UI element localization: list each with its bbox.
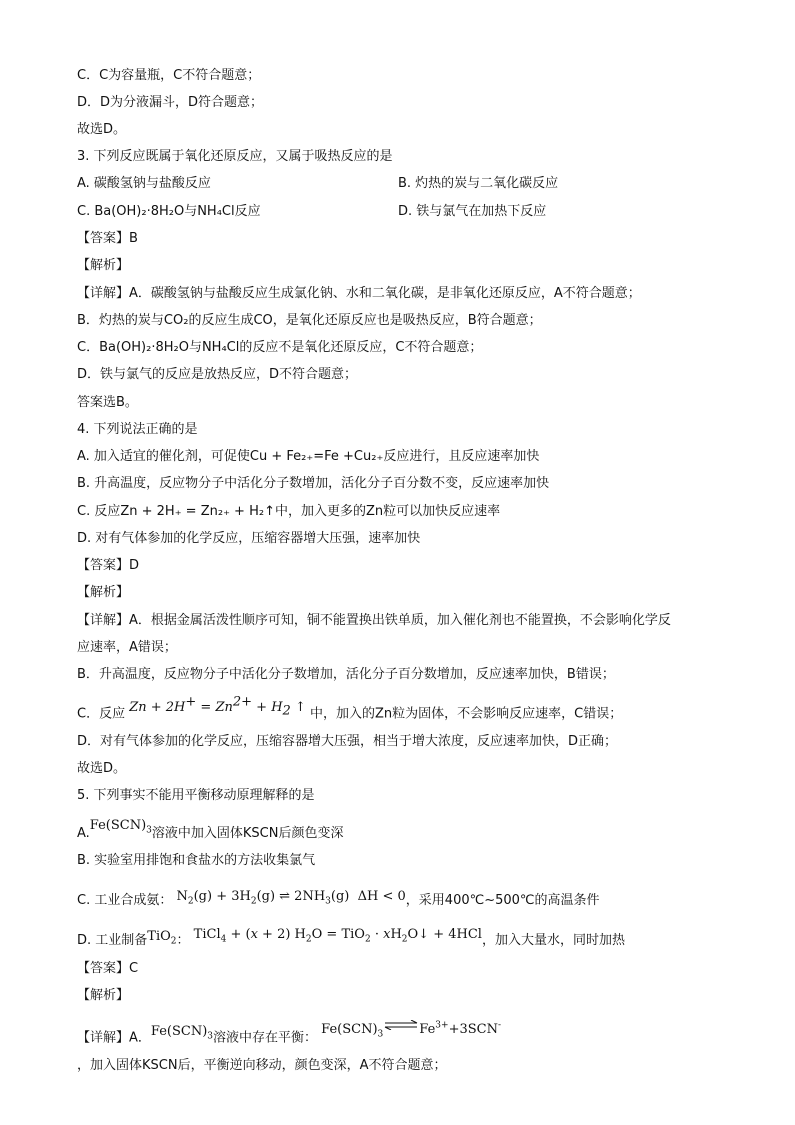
q5-option-d xyxy=(77,927,625,955)
q4-option-a: A. 加入适宜的催化剂，可促使Cu + Fe₂₊=Fe +Cu₂₊反应进行，且反应速率加快 xyxy=(77,449,540,464)
q4-detail-4: D．对有气体参加的化学反应，压缩容器增大压强，相当于增大浓度，反应速率加快，D正确； xyxy=(77,734,618,749)
q4-detail-3-suffix: 中，加入的Zn粒为固体，不会影响反应速率，C错误； xyxy=(310,706,623,722)
q5-option-d-prefix: D. 工业制备 xyxy=(77,933,148,948)
text-line: C．C为容量瓶，C不符合题意； xyxy=(77,68,261,83)
q5-option-a xyxy=(77,818,344,848)
q3-option-d: D. 铁与氯气在加热下反应 xyxy=(398,204,547,219)
q3-detail-5: 答案选B。 xyxy=(77,395,138,410)
q5-option-c-prefix: C. 工业合成氨： xyxy=(77,893,173,908)
question-4-stem: 4. 下列说法正确的是 xyxy=(77,422,198,437)
q4-detail-5: 故选D。 xyxy=(77,761,127,776)
q5-option-b: B. 实验室用排饱和食盐水的方法收集氯气 xyxy=(77,853,316,868)
formula-tio2: TiO$_2$ xyxy=(147,929,177,947)
formula-fe-scn3: $Fe(SCN)_3$ xyxy=(150,1024,214,1042)
q4-option-d: D. 对有气体参加的化学反应，压缩容器增大压强，速率加快 xyxy=(77,531,421,546)
q5-detail-1b: ，加入固体KSCN后，平衡逆向移动，颜色变深，A不符合题意； xyxy=(77,1058,447,1073)
q5-detail-1-mid: 溶液中存在平衡： xyxy=(213,1030,318,1046)
q5-detail-1 xyxy=(77,1021,502,1052)
q4-option-c: C. 反应Zn + 2H₊ = Zn₂₊ + H₂↑中，加入更多的Zn粒可以加快反应速率 xyxy=(77,504,501,519)
q5-option-d-suffix: ，加入大量水，同时加热 xyxy=(481,933,625,948)
text-line: 故选D。 xyxy=(77,122,127,137)
q5-option-c-suffix: ，采用400℃~500℃的高温条件 xyxy=(405,893,600,908)
q5-analysis-label: 【解析】 xyxy=(77,988,130,1003)
q4-detail-1: 【详解】A．根据金属活泼性顺序可知，铜不能置换出铁单质，加入催化剂也不能置换，不会影响化学反 xyxy=(77,613,671,628)
q3-analysis-label: 【解析】 xyxy=(77,258,130,273)
ammonia-equation: $N_2(g) + 3H_2(g)$ ⇌ $2NH_3(g) \Delta H < 0$ xyxy=(176,889,406,907)
q3-detail-4: D．铁与氯气的反应是放热反应，D不符合题意； xyxy=(77,367,358,382)
question-5-stem: 5. 下列事实不能用平衡移动原理解释的是 xyxy=(77,788,315,803)
question-3-stem: 3. 下列反应既属于氧化还原反应，又属于吸热反应的是 xyxy=(77,149,393,164)
q3-option-a: A. 碳酸氢钠与盐酸反应 xyxy=(77,176,211,191)
reaction-equation: $Zn + 2H^+ = Zn^{2+} + H_2$ ↑ xyxy=(129,695,306,719)
q5-option-d-colon: ： xyxy=(176,933,190,948)
q5-option-a-suffix: 溶液中加入固体KSCN后颜色变深 xyxy=(151,826,344,841)
q3-answer: 【答案】B xyxy=(77,231,138,246)
q5-answer: 【答案】C xyxy=(77,961,139,976)
q3-detail-1: 【详解】A．碳酸氢钠与盐酸反应生成氯化钠、水和二氧化碳，是非氧化还原反应，A不符合题意； xyxy=(77,286,641,301)
q4-answer: 【答案】D xyxy=(77,558,140,573)
q5-option-c xyxy=(77,889,600,915)
ticl4-hydrolysis-equation: TiCl$_4$ + (x + 2) $H_2O = TiO_2$ · $xH_2O↓ + 4HCl$ xyxy=(193,927,482,945)
q4-detail-2: B．升高温度，反应物分子中活化分子数增加，活化分子百分数增加，反应速率加快，B错误； xyxy=(77,667,615,682)
q3-detail-2: B．灼热的炭与CO₂的反应生成CO，是氧化还原反应也是吸热反应，B符合题意； xyxy=(77,313,542,328)
q4-option-b: B. 升高温度，反应物分子中活化分子数增加，活化分子百分数不变，反应速率加快 xyxy=(77,476,550,491)
q4-analysis-label: 【解析】 xyxy=(77,585,130,600)
text-line: D．D为分液漏斗，D符合题意； xyxy=(77,95,264,110)
q4-detail-1b: 应速率，A错误； xyxy=(77,640,177,655)
q3-detail-3: C．Ba(OH)₂·8H₂O与NH₄Cl的反应不是氧化还原反应，C不符合题意； xyxy=(77,340,483,355)
q3-option-c: C. Ba(OH)₂·8H₂O与NH₄Cl反应 xyxy=(77,204,261,219)
equilibrium-arrow-icon xyxy=(383,1020,419,1030)
q4-detail-3 xyxy=(77,695,623,727)
q3-option-b: B. 灼热的炭与二氧化碳反应 xyxy=(398,176,559,191)
formula-fe-scn3: $Fe(SCN)_3$ xyxy=(89,818,152,836)
q5-option-a-prefix: A. xyxy=(77,826,90,841)
fe-scn-equilibrium: $Fe(SCN)_3$ $Fe^{3+}+3SCN^-$ xyxy=(321,1021,502,1040)
q5-detail-1-prefix: 【详解】A． xyxy=(77,1030,151,1046)
q4-detail-3-prefix: C．反应 xyxy=(77,706,126,722)
